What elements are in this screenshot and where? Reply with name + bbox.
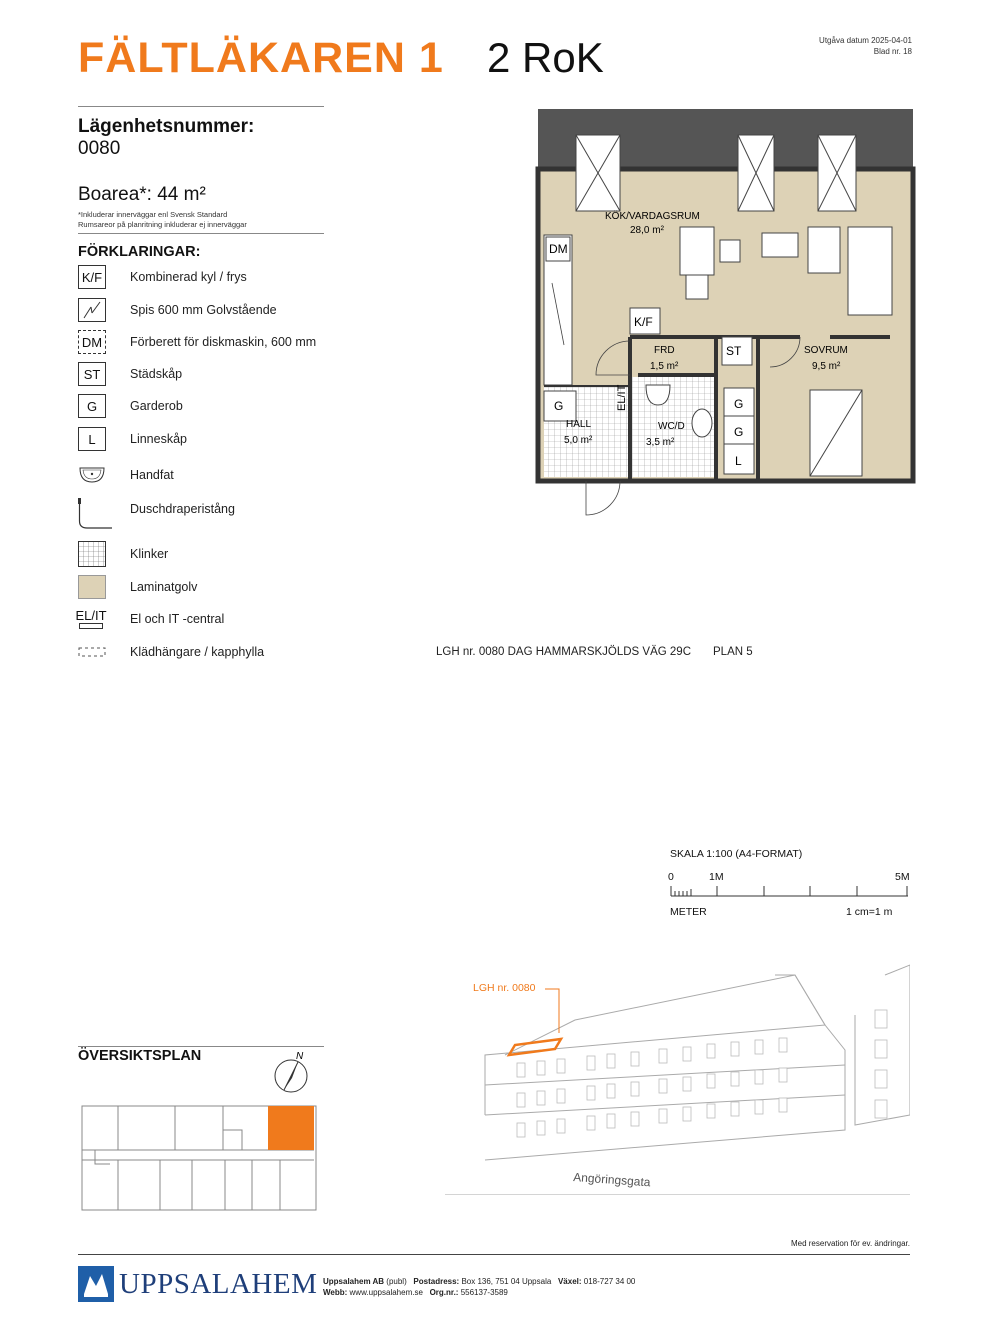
- area-notes: [78, 210, 247, 230]
- overview-highlight: [268, 1106, 314, 1150]
- fridge-freezer-icon: K/F: [78, 265, 106, 289]
- stove-icon: [78, 298, 106, 322]
- company-suffix: (publ): [386, 1277, 407, 1286]
- room-label-wc: WC/D: [658, 421, 685, 432]
- room-area-hall: 5,0 m²: [564, 435, 593, 446]
- overview-title: ÖVERSIKTSPLAN: [78, 1048, 202, 1064]
- switch-number: 018-727 34 00: [583, 1277, 636, 1286]
- legend-item-cleaning-closet: [78, 362, 338, 390]
- room-area-bedroom: 9,5 m²: [812, 361, 841, 372]
- room-label-kitchen: KÖK/VARDAGSRUM: [605, 211, 700, 222]
- street-name: Angöringsgata: [572, 1170, 651, 1190]
- area-note-2: Rumsareor på planritning inkluderar ej innerväggar: [78, 220, 247, 229]
- room-area-kitchen: 28,0 m²: [630, 225, 664, 236]
- linen-closet-icon: L: [78, 427, 106, 451]
- kf-label: K/F: [634, 315, 653, 329]
- washbasin-icon: [78, 463, 106, 487]
- laminate-icon: [78, 575, 106, 599]
- issue-date: Utgåva datum 2025-04-01: [819, 36, 912, 45]
- postal-address: Box 136, 751 04 Uppsala: [461, 1277, 552, 1286]
- overview-plan: [80, 1102, 320, 1214]
- room-label-frd: FRD: [654, 345, 675, 356]
- coffee-table: [808, 227, 840, 273]
- uppsalahem-logo-icon: [78, 1266, 114, 1302]
- chair: [720, 240, 740, 262]
- el-it-box: [79, 623, 103, 629]
- legend-text: Laminatgolv: [130, 580, 198, 594]
- el-it-symbol: EL/IT: [75, 608, 107, 623]
- g-label: G: [734, 397, 744, 411]
- scale-five: 5M: [895, 871, 910, 883]
- legend-text: Garderob: [130, 399, 183, 413]
- legend-text: Spis 600 mm Golvstående: [130, 303, 277, 317]
- scale-one: 1M: [709, 871, 724, 883]
- legend-item-dishwasher: [78, 330, 338, 358]
- leader-line: [545, 989, 559, 1033]
- scale-title: SKALA 1:100 (A4-FORMAT): [670, 848, 803, 860]
- north-arrow-icon: [270, 1048, 316, 1094]
- scale-unit: METER: [670, 906, 707, 918]
- cleaning-closet-icon: ST: [78, 362, 106, 386]
- legend-item-el-it: [75, 607, 338, 635]
- divider: [78, 1046, 324, 1047]
- legend-text: Klädhängare / kapphylla: [130, 645, 265, 659]
- apartment-type: 2 RoK: [487, 34, 604, 81]
- room-label-bedroom: SOVRUM: [804, 345, 848, 356]
- chair: [762, 233, 798, 257]
- legend-title: FÖRKLARINGAR:: [78, 244, 201, 260]
- legend-text: Handfat: [130, 468, 174, 482]
- facade-drawing: [445, 955, 910, 1195]
- document-meta: [819, 35, 912, 57]
- company-name: Uppsalahem AB: [323, 1277, 385, 1286]
- area-note-1: *Inkluderar innerväggar enl Svensk Standard: [78, 210, 228, 219]
- divider: [78, 106, 324, 107]
- scale-zero: 0: [668, 871, 674, 883]
- tiles-icon: [78, 542, 106, 566]
- legend-text: El och IT -central: [130, 612, 225, 626]
- legend-item-washbasin: [78, 463, 338, 491]
- north-label: N: [296, 1051, 304, 1062]
- footer-divider: [78, 1254, 910, 1255]
- org-number: 556137-3589: [460, 1288, 508, 1297]
- legend-item-tiles: [78, 542, 338, 570]
- org-label: Org.nr.:: [429, 1288, 459, 1297]
- postal-label: Postadress:: [413, 1277, 460, 1286]
- chair: [686, 275, 708, 299]
- coat-rack-icon: [78, 640, 106, 664]
- el-it-central-icon: [76, 607, 106, 631]
- footer-line-1: [323, 1276, 635, 1287]
- toilet: [692, 409, 712, 437]
- legend-item-coat-rack: [78, 640, 338, 668]
- facade-apartment-label: LGH nr. 0080: [473, 982, 536, 994]
- web-link[interactable]: www.uppsalahem.se: [349, 1288, 423, 1297]
- legend-text: Duschdraperistång: [130, 502, 235, 516]
- g-label: G: [554, 399, 564, 413]
- room-area-frd: 1,5 m²: [650, 361, 679, 372]
- sheet-number: Blad nr. 18: [873, 47, 912, 56]
- floor-plan: [530, 105, 920, 525]
- l-label: L: [735, 454, 742, 468]
- plan-caption: LGH nr. 0080 DAG HAMMARSKJÖLDS VÄG 29C: [436, 646, 692, 658]
- legend-text: Förberett för diskmaskin, 600 mm: [130, 335, 317, 349]
- divider: [78, 233, 324, 234]
- brand-name: UPPSALAHEM: [119, 1268, 318, 1300]
- sofa: [848, 227, 892, 315]
- legend-text: Kombinerad kyl / frys: [130, 270, 247, 284]
- footer-line-2: [323, 1287, 635, 1298]
- footer-contact: [323, 1276, 635, 1298]
- g-label: G: [734, 425, 744, 439]
- scale-bar: [670, 884, 910, 898]
- room-label-hall: HALL: [566, 419, 592, 430]
- project-title: FÄLTLÄKAREN 1: [78, 34, 444, 82]
- apartment-number: 0080: [78, 138, 121, 159]
- room-area-wc: 3,5 m²: [646, 437, 675, 448]
- st-label: ST: [726, 344, 742, 358]
- legend-item-fridge: [78, 265, 338, 293]
- shower-rod-icon: [78, 497, 114, 531]
- floor-label: PLAN 5: [713, 646, 753, 658]
- apartment-number-label: Lägenhetsnummer:: [78, 116, 255, 137]
- dishwasher-icon: DM: [78, 330, 106, 354]
- el-it-label: EL/IT: [616, 384, 628, 411]
- web-label: Webb:: [323, 1288, 348, 1297]
- legend-text: Klinker: [130, 547, 169, 561]
- reservation-note: Med reservation för ev. ändringar.: [790, 1239, 910, 1248]
- legend-item-shower-rod: [78, 497, 338, 525]
- switch-label: Växel:: [557, 1277, 582, 1286]
- legend-text: Linneskåp: [130, 432, 187, 446]
- scale-ratio: 1 cm=1 m: [846, 906, 893, 918]
- legend-item-stove: [78, 298, 338, 326]
- legend-text: Städskåp: [130, 367, 183, 381]
- legend-item-linen-closet: [78, 427, 338, 455]
- living-area: Boarea*: 44 m²: [78, 184, 206, 205]
- dm-label: DM: [549, 242, 568, 256]
- legend-item-laminate: [78, 575, 338, 603]
- legend-item-wardrobe: [78, 394, 338, 422]
- dining-table: [680, 227, 714, 275]
- wardrobe-icon: G: [78, 394, 106, 418]
